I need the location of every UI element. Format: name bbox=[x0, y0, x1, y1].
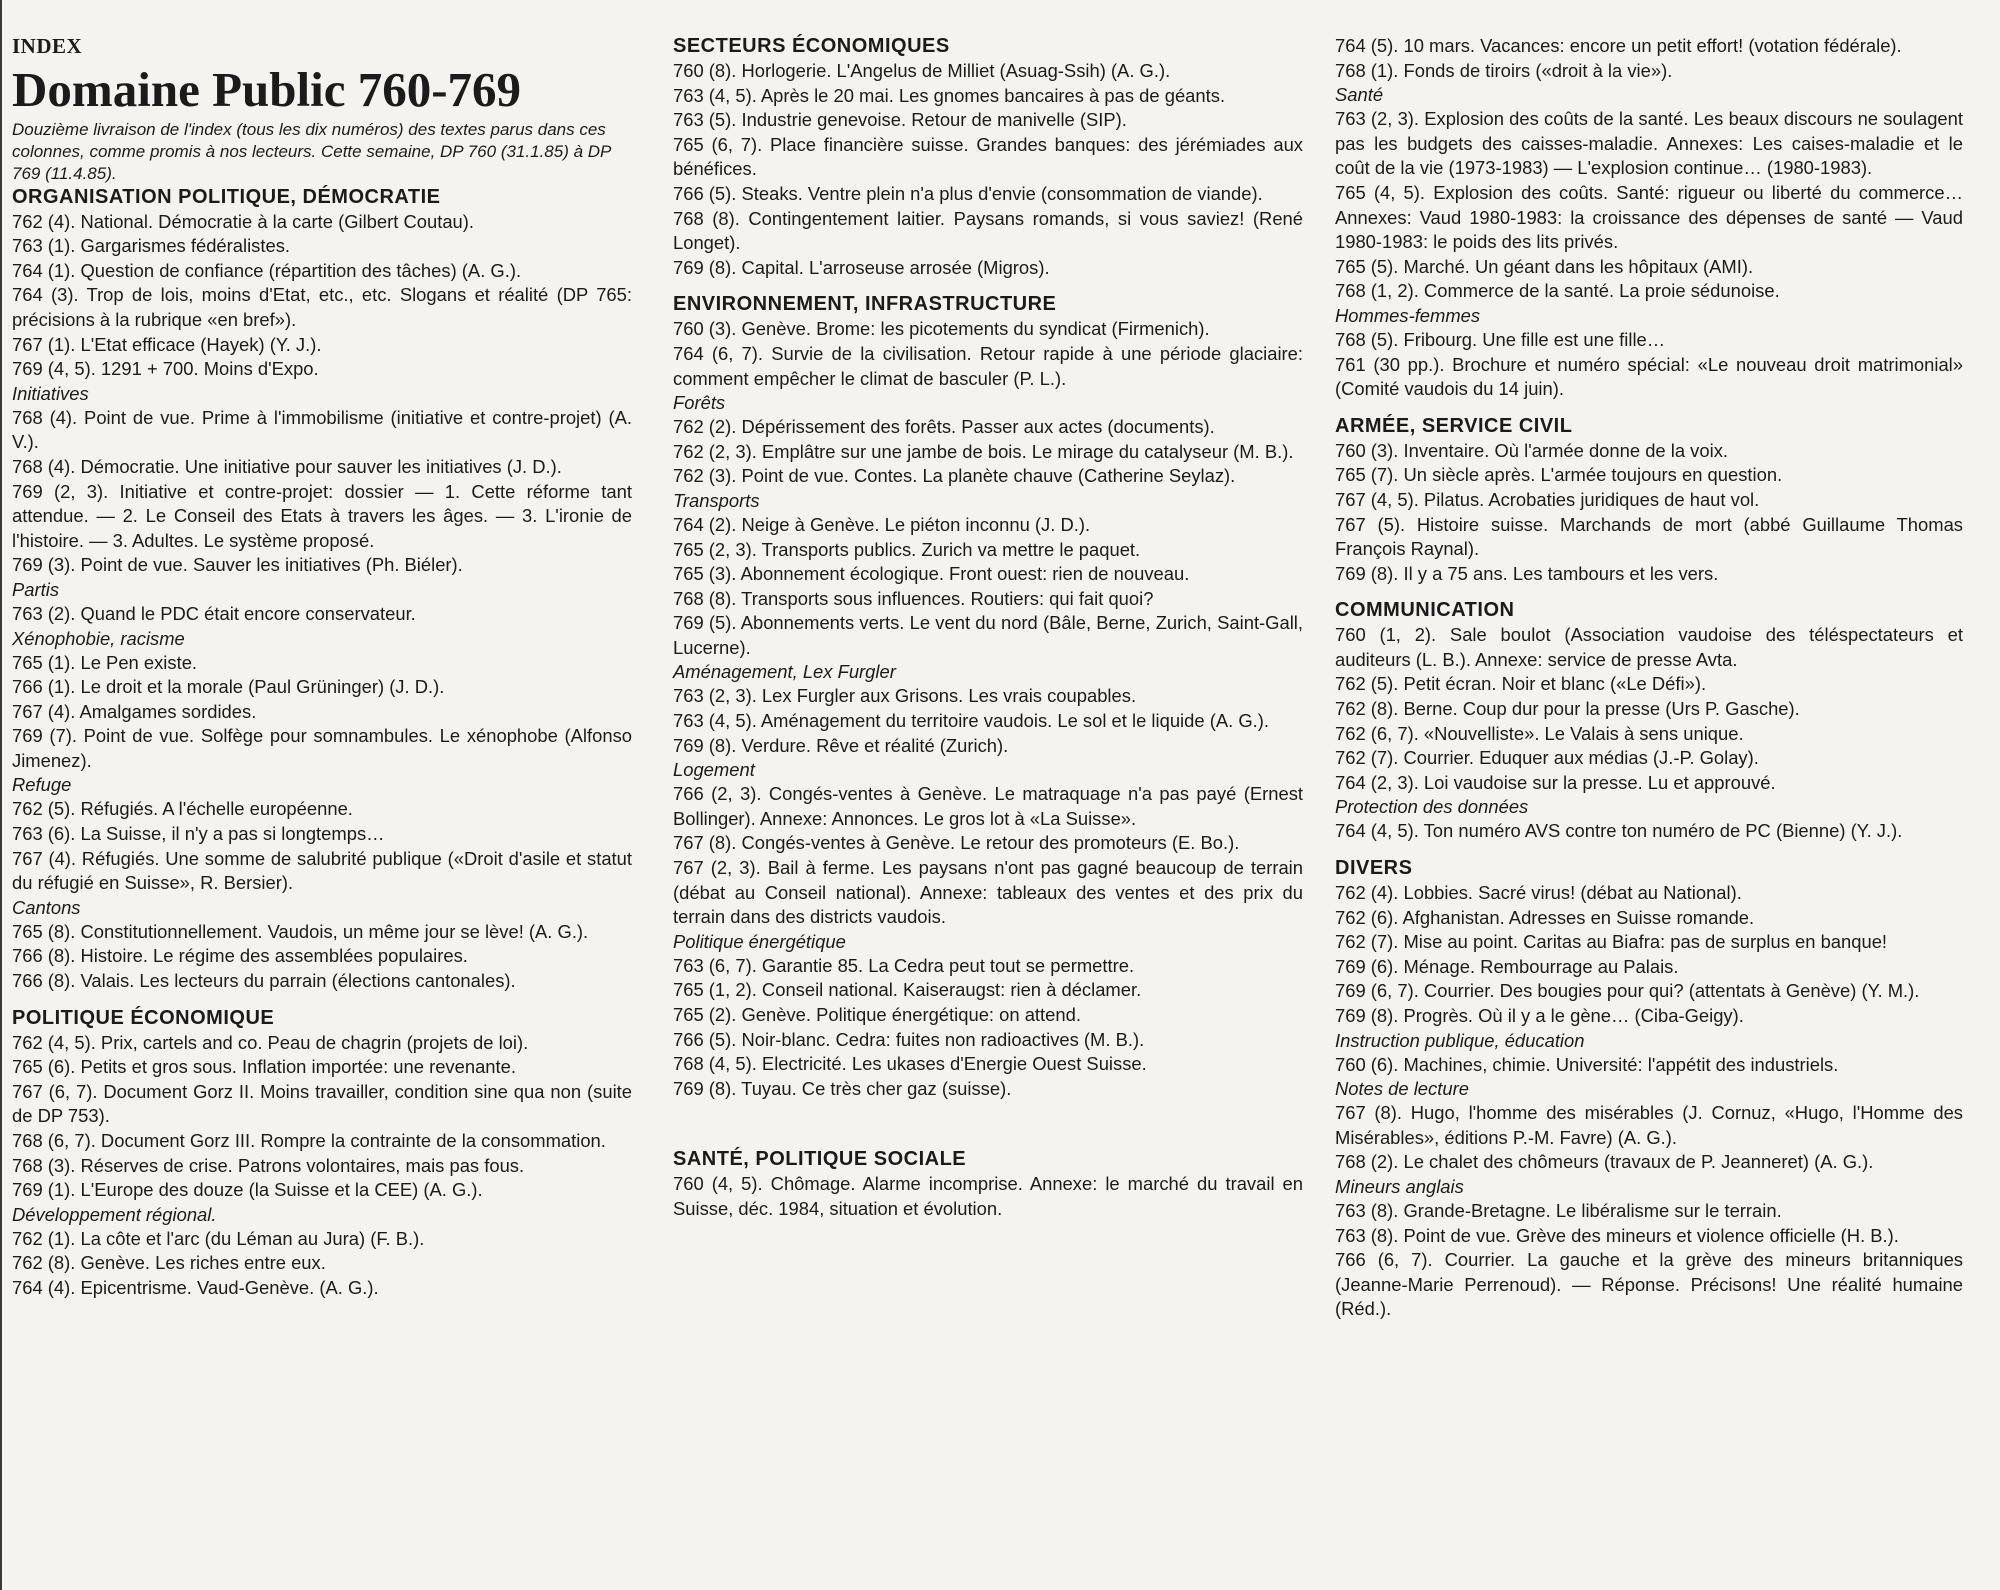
section-heading: ORGANISATION POLITIQUE, DÉMOCRATIE bbox=[12, 185, 441, 208]
index-entry: 767 (5). Histoire suisse. Marchands de mort (abbé Guillaume Thomas François Raynal). bbox=[1335, 513, 1963, 560]
index-entry: 760 (8). Horlogerie. L'Angelus de Milliet (Asuag-Ssih) (A. G.). bbox=[673, 60, 1171, 81]
index-entry: 769 (5). Abonnements verts. Le vent du nord (Bâle, Berne, Zurich, Saint-Gall, Lucerne). bbox=[673, 612, 1303, 658]
index-entry: 768 (4). Démocratie. Une initiative pour sauver les initiatives (J. D.). bbox=[12, 455, 562, 477]
index-entry: 767 (4). Amalgames sordides. bbox=[12, 700, 257, 722]
index-entry: 769 (8). Il y a 75 ans. Les tambours et les vers. bbox=[1335, 562, 1719, 584]
index-entry: 766 (1). Le droit et la morale (Paul Grüninger) (J. D.). bbox=[12, 676, 445, 698]
index-entry: 762 (1). La côte et l'arc (du Léman au Jura) (F. B.). bbox=[12, 1227, 425, 1249]
index-entry: 760 (1, 2). Sale boulot (Association vaudoise des téléspectateurs et auditeurs (L. B.). Annexe: service de presse Avta. bbox=[1335, 624, 1963, 670]
section-heading: DIVERS bbox=[1335, 857, 1413, 880]
index-entry: 767 (8). Hugo, l'homme des misérables (J. Cornuz, «Hugo, l'Homme des Misérables», éditions P.-M. Favre) (A. G.). bbox=[1335, 1102, 1963, 1148]
subsection-heading: Forêts bbox=[673, 392, 726, 414]
index-entry: 764 (5). 10 mars. Vacances: encore un petit effort! (votation fédérale). bbox=[1335, 35, 1902, 56]
subsection-heading: Mineurs anglais bbox=[1335, 1175, 1464, 1197]
index-entry: 765 (2, 3). Transports publics. Zurich va mettre le paquet. bbox=[673, 538, 1141, 560]
index-entry: 769 (8). Capital. L'arroseuse arrosée (Migros). bbox=[673, 256, 1050, 278]
index-column-1 bbox=[12, 34, 632, 1301]
subsection-heading: Aménagement, Lex Furgler bbox=[673, 661, 896, 683]
index-entry: 764 (4, 5). Ton numéro AVS contre ton numéro de PC (Bienne) (Y. J.). bbox=[1335, 820, 1903, 842]
index-entry: 762 (6). Afghanistan. Adresses en Suisse romande. bbox=[1335, 906, 1755, 928]
index-entry: 763 (2, 3). Explosion des coûts de la santé. Les beaux discours ne soulagent pas les budgets des caisses-maladie. Annexes: Les caises-maladie et le coût de la vie (1973-1983) — L'explosion continue… (1980-1983). bbox=[1335, 108, 1963, 179]
index-entry: 762 (4). Lobbies. Sacré virus! (débat au National). bbox=[1335, 882, 1742, 904]
subsection-heading: Transports bbox=[673, 489, 760, 511]
index-column-3 bbox=[1335, 34, 1963, 1322]
index-entry: 764 (3). Trop de lois, moins d'Etat, etc., etc. Slogans et réalité (DP 765: précisions à la rubrique «en bref»). bbox=[12, 284, 632, 330]
index-entry: 768 (4, 5). Electricité. Les ukases d'Energie Ouest Suisse. bbox=[673, 1053, 1147, 1075]
section-heading: ARMÉE, SERVICE CIVIL bbox=[1335, 414, 1573, 437]
index-entry: 765 (8). Constitutionnellement. Vaudois, un même jour se lève! (A. G.). bbox=[12, 920, 589, 942]
page-title: Domaine Public 760-769 bbox=[12, 61, 522, 117]
index-entry: 765 (1). Le Pen existe. bbox=[12, 651, 198, 673]
index-entry: 767 (8). Congés-ventes à Genève. Le retour des promoteurs (E. Bo.). bbox=[673, 832, 1240, 854]
index-entry: 762 (5). Réfugiés. A l'échelle européenne. bbox=[12, 798, 353, 820]
index-entry: 769 (4, 5). 1291 + 700. Moins d'Expo. bbox=[12, 358, 319, 380]
index-entry: 762 (4). National. Démocratie à la carte (Gilbert Coutau). bbox=[12, 210, 475, 232]
subsection-heading: Notes de lecture bbox=[1335, 1078, 1469, 1100]
index-kicker: INDEX bbox=[12, 34, 83, 58]
index-entry: 765 (2). Genève. Politique énergétique: on attend. bbox=[673, 1004, 1081, 1025]
index-entry: 768 (8). Transports sous influences. Routiers: qui fait quoi? bbox=[673, 587, 1154, 609]
section-heading: POLITIQUE ÉCONOMIQUE bbox=[12, 1006, 275, 1029]
index-entry: 762 (5). Petit écran. Noir et blanc («Le Défi»). bbox=[1335, 673, 1707, 695]
index-entry: 763 (8). Grande-Bretagne. Le libéralisme sur le terrain. bbox=[1335, 1199, 1782, 1221]
index-entry: 762 (3). Point de vue. Contes. La planète chauve (Catherine Seylaz). bbox=[673, 465, 1236, 487]
index-entry: 762 (6, 7). «Nouvelliste». Le Valais à sens unique. bbox=[1335, 722, 1744, 744]
index-entry: 763 (8). Point de vue. Grève des mineurs et violence officielle (H. B.). bbox=[1335, 1224, 1899, 1246]
page-edge-rule bbox=[0, 0, 2, 1590]
index-column-2 bbox=[673, 34, 1303, 1222]
index-entry: 765 (6). Petits et gros sous. Inflation importée: une revenante. bbox=[12, 1056, 516, 1078]
subsection-heading: Cantons bbox=[12, 896, 81, 918]
index-entry: 761 (30 pp.). Brochure et numéro spécial: «Le nouveau droit matrimonial» (Comité vaudois du 14 juin). bbox=[1335, 353, 1963, 400]
index-entry: 765 (5). Marché. Un géant dans les hôpitaux (AMI). bbox=[1335, 255, 1754, 277]
subsection-heading: Refuge bbox=[12, 774, 72, 796]
column-3-entries bbox=[1335, 34, 1963, 1322]
section-heading: SECTEURS ÉCONOMIQUES bbox=[673, 35, 950, 57]
index-entry: 762 (8). Berne. Coup dur pour la presse (Urs P. Gasche). bbox=[1335, 698, 1800, 720]
index-entry: 768 (4). Point de vue. Prime à l'immobilisme (initiative et contre-projet) (A. V.). bbox=[12, 406, 632, 453]
index-entry: 764 (2, 3). Loi vaudoise sur la presse. Lu et approuvé. bbox=[1335, 771, 1776, 793]
index-entry: 768 (3). Réserves de crise. Patrons volontaires, mais pas fous. bbox=[12, 1154, 525, 1176]
index-entry: 763 (2). Quand le PDC était encore conservateur. bbox=[12, 602, 416, 624]
index-entry: 760 (3). Genève. Brome: les picotements du syndicat (Firmenich). bbox=[673, 318, 1210, 340]
subsection-heading: Développement régional. bbox=[12, 1203, 217, 1225]
index-entry: 769 (3). Point de vue. Sauver les initiatives (Ph. Biéler). bbox=[12, 554, 463, 576]
index-entry: 769 (8). Verdure. Rêve et réalité (Zurich). bbox=[673, 734, 1009, 756]
index-entry: 766 (5). Steaks. Ventre plein n'a plus d'envie (consommation de viande). bbox=[673, 182, 1263, 204]
index-entry: 764 (4). Epicentrisme. Vaud-Genève. (A. G.). bbox=[12, 1276, 379, 1298]
index-entry: 769 (7). Point de vue. Solfège pour somnambules. Le xénophobe (Alfonso Jimenez). bbox=[12, 725, 632, 771]
index-entry: 763 (2, 3). Lex Furgler aux Grisons. Les vrais coupables. bbox=[673, 685, 1137, 707]
subsection-heading: Instruction publique, éducation bbox=[1335, 1029, 1585, 1051]
index-entry: 764 (6, 7). Survie de la civilisation. Retour rapide à une période glaciaire: comment empêcher le climat de basculer (P. L.). bbox=[673, 342, 1303, 389]
column-2-entries bbox=[673, 34, 1303, 1222]
index-entry: 764 (1). Question de confiance (répartition des tâches) (A. G.). bbox=[12, 259, 522, 281]
index-entry: 763 (4, 5). Après le 20 mai. Les gnomes bancaires à pas de géants. bbox=[673, 84, 1226, 106]
subsection-heading: Initiatives bbox=[12, 382, 89, 404]
index-entry: 766 (8). Histoire. Le régime des assemblées populaires. bbox=[12, 945, 468, 967]
index-entry: 765 (1, 2). Conseil national. Kaiseraugst: rien à déclamer. bbox=[673, 979, 1142, 1001]
subsection-heading: Logement bbox=[673, 759, 755, 781]
section-heading: SANTÉ, POLITIQUE SOCIALE bbox=[673, 1148, 967, 1171]
index-entry: 762 (8). Genève. Les riches entre eux. bbox=[12, 1252, 326, 1274]
index-entry: 766 (5). Noir-blanc. Cedra: fuites non radioactives (M. B.). bbox=[673, 1028, 1145, 1050]
column-1-entries bbox=[12, 185, 632, 1301]
index-entry: 763 (4, 5). Aménagement du territoire vaudois. Le sol et le liquide (A. G.). bbox=[673, 710, 1269, 732]
index-entry: 767 (6, 7). Document Gorz II. Moins travailler, condition sine qua non (suite de DP 753). bbox=[12, 1080, 632, 1127]
index-entry: 766 (2, 3). Congés-ventes à Genève. Le matraquage n'a pas payé (Ernest Bollinger). Annexe: Annonces. Le gros lot à «La Suisse». bbox=[673, 783, 1303, 829]
index-entry: 762 (4, 5). Prix, cartels and co. Peau de chagrin (projets de loi). bbox=[12, 1031, 529, 1053]
index-entry: 765 (4, 5). Explosion des coûts. Santé: rigueur ou liberté du commerce… Annexes: Vaud 1980-1983: la croissance des dépenses de santé — Vaud 1980-1983: le poids des lits privés. bbox=[1335, 181, 1963, 253]
index-entry: 769 (2, 3). Initiative et contre-projet: dossier — 1. Cette réforme tant attendue. — 2. Le Conseil des Etats à travers les âges. — 3. L'ironie de l'histoire. — 3. Adultes. Le système proposé. bbox=[12, 480, 632, 551]
index-entry: 760 (4, 5). Chômage. Alarme incomprise. Annexe: le marché du travail en Suisse, déc. 1984, situation et évolution. bbox=[673, 1173, 1303, 1219]
index-entry: 763 (6, 7). Garantie 85. La Cedra peut tout se permettre. bbox=[673, 954, 1135, 976]
index-entry: 767 (2, 3). Bail à ferme. Les paysans n'ont pas gagné beaucoup de terrain (débat au Conseil national). Annexe: tableaux des ventes et des prix du terrain dans des districts vaudois. bbox=[673, 857, 1303, 928]
index-entry: 765 (7). Un siècle après. L'armée toujours en question. bbox=[1335, 464, 1783, 486]
subsection-heading: Xénophobie, racisme bbox=[12, 627, 185, 649]
index-entry: 769 (6, 7). Courrier. Des bougies pour qui? (attentats à Genève) (Y. M.). bbox=[1335, 980, 1920, 1002]
index-entry: 768 (2). Le chalet des chômeurs (travaux de P. Jeanneret) (A. G.). bbox=[1335, 1151, 1874, 1173]
index-entry: 765 (6, 7). Place financière suisse. Grandes banques: des jérémiades aux bénéfices. bbox=[673, 133, 1303, 180]
index-entry: 768 (1, 2). Commerce de la santé. La proie sédunoise. bbox=[1335, 280, 1780, 302]
index-entry: 767 (4). Réfugiés. Une somme de salubrité publique («Droit d'asile et statut du réfugié en Suisse», R. Bersier). bbox=[12, 847, 632, 894]
index-entry: 768 (8). Contingentement laitier. Paysans romands, si vous saviez! (René Longet). bbox=[673, 207, 1303, 254]
subsection-heading: Protection des données bbox=[1335, 796, 1529, 818]
index-entry: 769 (8). Tuyau. Ce très cher gaz (suisse). bbox=[673, 1077, 1012, 1099]
index-entry: 767 (4, 5). Pilatus. Acrobaties juridiques de haut vol. bbox=[1335, 488, 1760, 510]
index-entry: 760 (3). Inventaire. Où l'armée donne de la voix. bbox=[1335, 439, 1729, 461]
index-entry: 766 (6, 7). Courrier. La gauche et la grève des mineurs britanniques (Jeanne-Marie Perrenoud). — Réponse. Précisons! Une réalité humaine (Réd.). bbox=[1335, 1249, 1963, 1320]
index-entry: 763 (5). Industrie genevoise. Retour de manivelle (SIP). bbox=[673, 109, 1127, 131]
index-entry: 768 (5). Fribourg. Une fille est une fille… bbox=[1335, 328, 1666, 350]
subsection-heading: Santé bbox=[1335, 84, 1384, 106]
index-entry: 768 (1). Fonds de tiroirs («droit à la vie»). bbox=[1335, 59, 1673, 81]
index-entry: 768 (6, 7). Document Gorz III. Rompre la contrainte de la consommation. bbox=[12, 1130, 606, 1151]
index-entry: 769 (6). Ménage. Rembourrage au Palais. bbox=[1335, 955, 1679, 977]
index-entry: 763 (6). La Suisse, il n'y a pas si longtemps… bbox=[12, 823, 385, 845]
index-entry: 762 (7). Mise au point. Caritas au Biafra: pas de surplus en banque! bbox=[1335, 931, 1888, 953]
subsection-heading: Hommes-femmes bbox=[1335, 304, 1481, 326]
subsection-heading: Partis bbox=[12, 578, 60, 600]
index-entry: 760 (6). Machines, chimie. Université: l'appétit des industriels. bbox=[1335, 1053, 1839, 1075]
index-entry: 762 (2). Dépérissement des forêts. Passer aux actes (documents). bbox=[673, 416, 1215, 438]
index-entry: 767 (1). L'Etat efficace (Hayek) (Y. J.). bbox=[12, 333, 322, 355]
index-entry: 762 (7). Courrier. Eduquer aux médias (J.-P. Golay). bbox=[1335, 747, 1759, 769]
index-entry: 762 (2, 3). Emplâtre sur une jambe de bois. Le mirage du catalyseur (M. B.). bbox=[673, 440, 1294, 462]
index-entry: 769 (8). Progrès. Où il y a le gène… (Ciba-Geigy). bbox=[1335, 1005, 1744, 1026]
index-entry: 765 (3). Abonnement écologique. Front ouest: rien de nouveau. bbox=[673, 563, 1190, 585]
section-heading: COMMUNICATION bbox=[1335, 599, 1515, 622]
intro-text: Douzième livraison de l'index (tous les dix numéros) des textes parus dans ces colonnes, comme promis à nos lecteurs. Cette semaine, DP 760 (31.1.85) à DP 769 (11.4.85). bbox=[12, 119, 611, 183]
section-heading: ENVIRONNEMENT, INFRASTRUCTURE bbox=[673, 293, 1057, 316]
index-entry: 769 (1). L'Europe des douze (la Suisse et la CEE) (A. G.). bbox=[12, 1179, 483, 1201]
index-entry: 764 (2). Neige à Genève. Le piéton inconnu (J. D.). bbox=[673, 513, 1091, 535]
subsection-heading: Politique énergétique bbox=[673, 930, 846, 952]
index-entry: 766 (8). Valais. Les lecteurs du parrain (élections cantonales). bbox=[12, 970, 516, 992]
index-entry: 763 (1). Gargarismes fédéralistes. bbox=[12, 235, 291, 257]
